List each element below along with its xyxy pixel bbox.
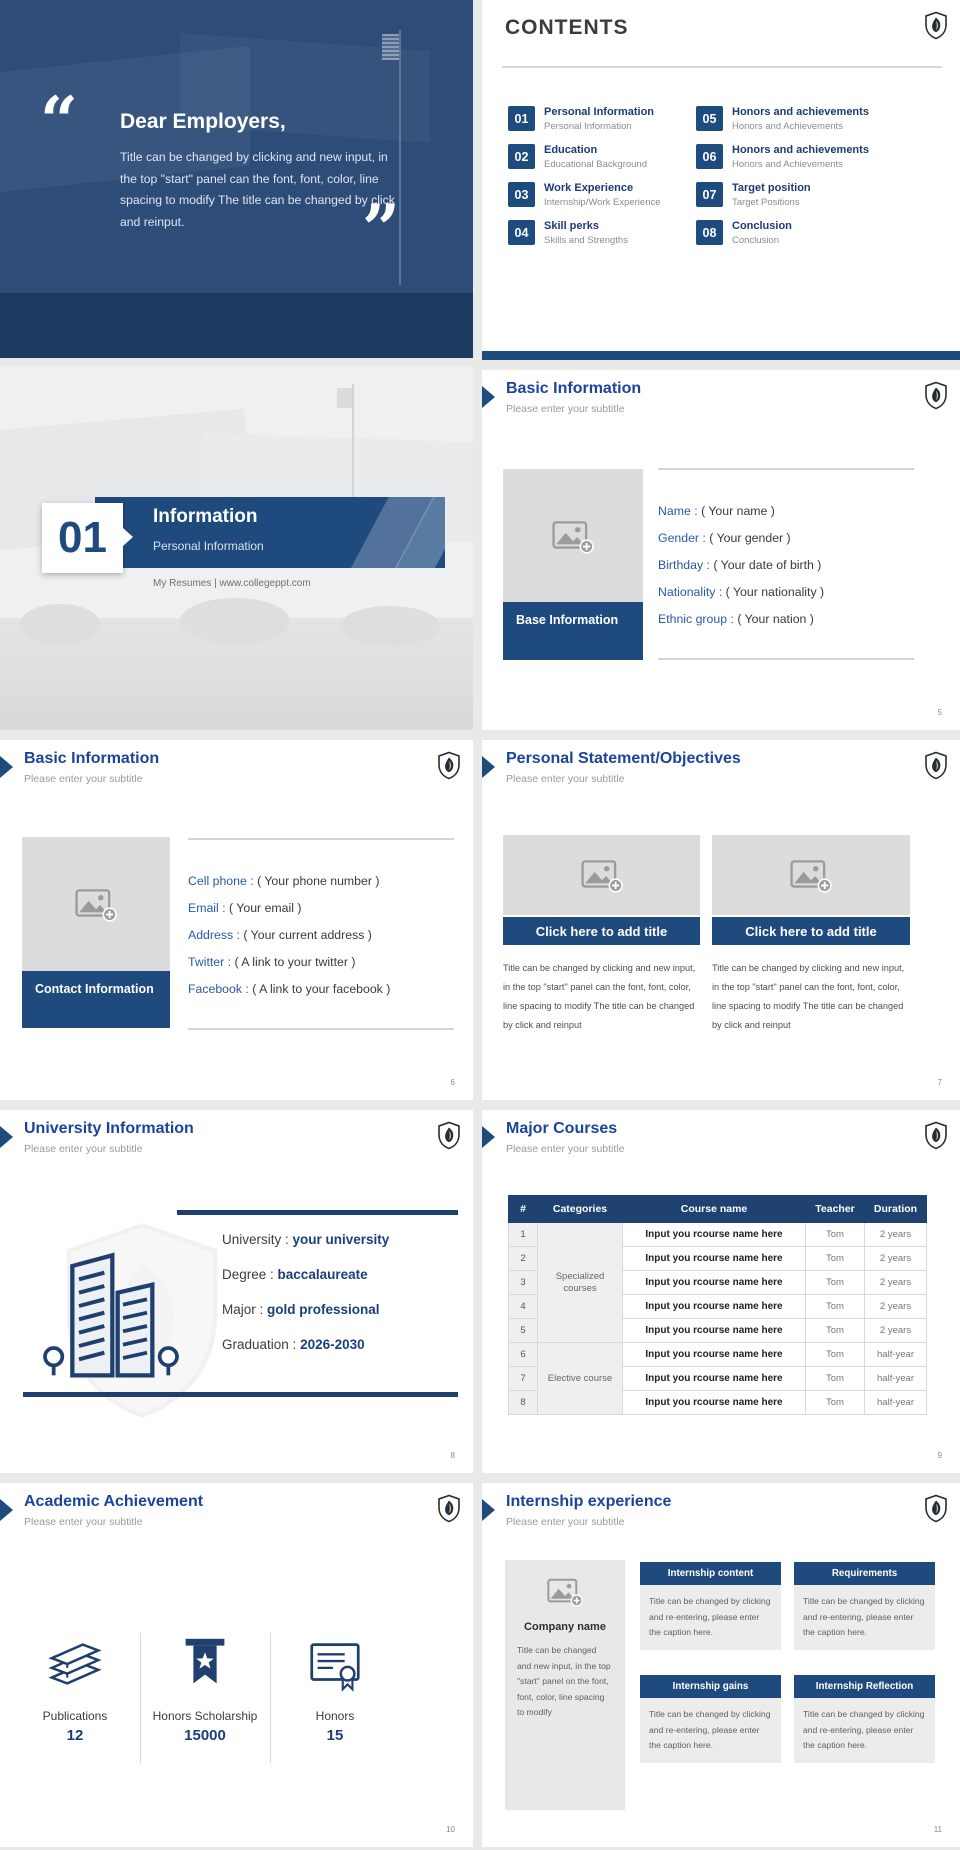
- company-panel: [505, 1560, 625, 1810]
- slide-university-information[interactable]: [0, 1110, 473, 1473]
- item-subtitle: Internship/Work Experience: [544, 196, 661, 208]
- item-subtitle: Skills and Strengths: [544, 234, 628, 246]
- accent-bar: [177, 1210, 458, 1215]
- university-detail-row: Degree : baccalaureate: [222, 1267, 368, 1282]
- section-banner: [95, 497, 445, 568]
- page-subtitle: Please enter your subtitle: [24, 1516, 143, 1528]
- page-number: 10: [446, 1825, 455, 1834]
- achievement-label: Publications: [42, 1709, 108, 1723]
- item-title: Conclusion: [732, 220, 792, 232]
- image-placeholder-icon: [547, 1576, 583, 1607]
- table-row: 4 Input you rcourse name here Tom 2 years: [509, 1295, 927, 1319]
- divider: [658, 468, 914, 470]
- cover-body-text: Title can be changed by clicking and new input, in the top "start" panel can the font, font, color, line spacing to modify The title can be changed by click and reinput.: [120, 150, 395, 229]
- slide-basic-information-contact[interactable]: [0, 740, 473, 1100]
- achievement-value: 12: [66, 1727, 84, 1744]
- close-quote-icon: ”: [362, 190, 400, 268]
- divider: [188, 1028, 454, 1030]
- contents-item-06[interactable]: [696, 144, 869, 170]
- page-number: 7: [937, 1078, 942, 1087]
- item-subtitle: Target Positions: [732, 196, 800, 208]
- slide-contents[interactable]: [482, 0, 960, 360]
- item-title: Skill perks: [544, 220, 600, 232]
- item-number-badge: 04: [508, 220, 535, 245]
- honors-certificate-icon: [304, 1633, 366, 1695]
- section-footer-text: My Resumes | www.collegeppt.com: [153, 578, 311, 589]
- section-number: 01: [58, 513, 107, 562]
- contents-item-02[interactable]: [508, 144, 647, 170]
- contents-item-03[interactable]: [508, 182, 661, 208]
- page-number: 6: [450, 1078, 455, 1087]
- brand-shield-icon: [924, 11, 948, 40]
- university-detail-row: Graduation : 2026-2030: [222, 1337, 365, 1352]
- contents-item-08[interactable]: [696, 220, 792, 246]
- page-title: Personal Statement/Objectives: [506, 750, 741, 767]
- cover-title: Dear Employers,: [120, 110, 286, 133]
- table-row: 3 Input you rcourse name here Tom 2 years: [509, 1271, 927, 1295]
- page-subtitle: Please enter your subtitle: [24, 773, 143, 785]
- slide-internship-experience[interactable]: [482, 1483, 960, 1847]
- section-title: Information: [153, 506, 258, 527]
- page-number: 11: [933, 1825, 942, 1834]
- contents-item-01[interactable]: [508, 106, 654, 132]
- item-title: Honors and achievements: [732, 144, 869, 156]
- item-number-badge: 07: [696, 182, 723, 207]
- info-field-row: Nationality : ( Your nationality ): [658, 585, 825, 599]
- info-field-row: Email : ( Your email ): [188, 901, 302, 915]
- slide-basic-information-base[interactable]: [482, 370, 960, 730]
- section-number-box: [42, 503, 123, 573]
- accent-bar: [23, 1392, 458, 1397]
- table-row: 8 Input you rcourse name here Tom half-year: [509, 1391, 927, 1415]
- university-detail-row: University : your university: [222, 1232, 390, 1247]
- info-field-row: Birthday : ( Your date of birth ): [658, 558, 822, 572]
- page-title: Basic Information: [24, 750, 160, 767]
- brand-shield-icon: [437, 1494, 461, 1523]
- brand-shield-icon: [924, 381, 948, 410]
- item-subtitle: Conclusion: [732, 234, 779, 246]
- courses-table: [508, 1195, 927, 1415]
- flag-pole: [352, 384, 354, 504]
- item-title: Target position: [732, 182, 811, 194]
- achievement-item-scholarship: [143, 1623, 267, 1744]
- table-row: 7 Input you rcourse name here Tom half-year: [509, 1367, 927, 1391]
- flag-icon: [382, 34, 399, 60]
- brand-shield-icon: [924, 1121, 948, 1150]
- achievement-value: 15000: [184, 1727, 226, 1744]
- brand-shield-icon: [437, 1121, 461, 1150]
- card-header: Internship content: [640, 1562, 781, 1585]
- brand-shield-icon: [924, 751, 948, 780]
- slide-major-courses[interactable]: [482, 1110, 960, 1473]
- page-subtitle: Please enter your subtitle: [506, 773, 625, 785]
- page-number: 9: [937, 1451, 942, 1460]
- info-field-row: Gender : ( Your gender ): [658, 531, 791, 545]
- card-header: Internship gains: [640, 1675, 781, 1698]
- info-box-label: Base Information: [503, 602, 643, 660]
- company-body-text: Title can be changed and new input, in the top "start" panel on the font, font, color, line spacing to modify: [517, 1645, 611, 1717]
- publications-books-icon: [44, 1633, 106, 1695]
- company-name: Company name: [524, 1621, 606, 1633]
- table-row: 2 Input you rcourse name here Tom 2 years: [509, 1247, 927, 1271]
- open-quote-icon: “: [40, 82, 78, 160]
- slide-academic-achievement[interactable]: [0, 1483, 473, 1847]
- page-title: Basic Information: [506, 380, 642, 397]
- achievement-label: Honors Scholarship: [152, 1709, 258, 1723]
- field-list: [188, 874, 390, 1009]
- statement-card: [503, 835, 700, 1035]
- table-row: 5 Input you rcourse name here Tom 2 years: [509, 1319, 927, 1343]
- achievement-label: Honors: [315, 1709, 355, 1723]
- flag-icon: [337, 388, 352, 408]
- photo-placeholder[interactable]: [712, 835, 910, 915]
- field-list: [658, 504, 824, 639]
- photo-tree-blob: [20, 604, 100, 644]
- contents-title: CONTENTS: [505, 16, 629, 39]
- cover-footer-band: [0, 293, 473, 358]
- page-number: 5: [937, 708, 942, 717]
- item-number-badge: 06: [696, 144, 723, 169]
- contents-item-07[interactable]: [696, 182, 811, 208]
- header-triangle-icon: [0, 1126, 13, 1148]
- item-subtitle: Personal Information: [544, 120, 632, 132]
- internship-card-reflection: [794, 1675, 935, 1763]
- vertical-divider: [140, 1633, 141, 1763]
- card-body-text: Title can be changed by clicking and re-entering, please enter the caption here.: [794, 1698, 935, 1763]
- item-subtitle: Honors and Achievements: [732, 158, 843, 170]
- page-subtitle: Please enter your subtitle: [24, 1143, 143, 1155]
- scholarship-medal-icon: [174, 1633, 236, 1695]
- info-field-row: Address : ( Your current address ): [188, 928, 372, 942]
- header-triangle-icon: [482, 1499, 495, 1521]
- university-detail-list: [222, 1232, 389, 1372]
- internship-card-requirements: [794, 1562, 935, 1650]
- photo-tree-blob: [340, 606, 440, 646]
- statement-body-text: Title can be changed by clicking and new input, in the top "start" panel can the font, font, color, line spacing to modify The title can be changed by click and reinput: [712, 963, 905, 1030]
- image-placeholder-icon: [790, 857, 832, 893]
- slide-personal-statement[interactable]: [482, 740, 960, 1100]
- achievement-item-honors: [273, 1623, 397, 1744]
- category-cell: Elective course: [538, 1343, 623, 1415]
- header-triangle-icon: [0, 756, 13, 778]
- item-title: Education: [544, 144, 598, 156]
- item-subtitle: Educational Background: [544, 158, 647, 170]
- divider: [658, 658, 914, 660]
- page-title: Academic Achievement: [24, 1493, 204, 1510]
- university-building-icon: [35, 1242, 195, 1394]
- info-field-row: Facebook : ( A link to your facebook ): [188, 982, 391, 996]
- header-triangle-icon: [0, 1499, 13, 1521]
- item-number-badge: 08: [696, 220, 723, 245]
- photo-tree-blob: [180, 598, 290, 644]
- brand-shield-icon: [924, 1494, 948, 1523]
- brand-shield-icon: [437, 751, 461, 780]
- item-title: Honors and achievements: [732, 106, 869, 118]
- add-title-button[interactable]: Click here to add title: [712, 917, 910, 945]
- image-placeholder-icon: [552, 518, 594, 554]
- item-number-badge: 05: [696, 106, 723, 131]
- photo-placeholder[interactable]: [503, 469, 643, 602]
- info-field-row: Ethnic group : ( Your nation ): [658, 612, 814, 626]
- page-subtitle: Please enter your subtitle: [506, 1516, 625, 1528]
- image-placeholder-icon: [581, 857, 623, 893]
- info-field-row: Twitter : ( A link to your twitter ): [188, 955, 356, 969]
- header-triangle-icon: [482, 386, 495, 408]
- page-subtitle: Please enter your subtitle: [506, 1143, 625, 1155]
- photo-placeholder[interactable]: [503, 835, 700, 915]
- item-subtitle: Honors and Achievements: [732, 120, 843, 132]
- photo-placeholder[interactable]: [22, 837, 170, 971]
- section-subtitle: Personal Information: [153, 539, 264, 553]
- item-number-badge: 02: [508, 144, 535, 169]
- item-title: Work Experience: [544, 182, 634, 194]
- info-field-row: Cell phone : ( Your phone number ): [188, 874, 380, 888]
- page-title: Internship experience: [506, 1493, 672, 1510]
- category-cell: Specialized courses: [538, 1223, 623, 1343]
- contents-item-04[interactable]: [508, 220, 628, 246]
- item-number-badge: 01: [508, 106, 535, 131]
- achievement-value: 15: [326, 1727, 344, 1744]
- vertical-divider: [270, 1633, 271, 1763]
- table-row: 1 Specialized courses Input you rcourse name here Tom 2 years: [509, 1223, 927, 1247]
- item-title: Personal Information: [544, 106, 655, 118]
- statement-body-text: Title can be changed by clicking and new input, in the top "start" panel can the font, font, color, line spacing to modify The title can be changed by click and reinput: [503, 963, 696, 1030]
- slide-cover[interactable]: [0, 0, 473, 358]
- info-field-row: Name : ( Your name ): [658, 504, 775, 518]
- achievement-item-publications: [13, 1623, 137, 1744]
- add-title-button[interactable]: Click here to add title: [503, 917, 700, 945]
- page-title: Major Courses: [506, 1120, 618, 1137]
- page-subtitle: Please enter your subtitle: [506, 403, 625, 415]
- card-body-text: Title can be changed by clicking and re-entering, please enter the caption here.: [640, 1698, 781, 1763]
- card-body-text: Title can be changed by clicking and re-entering, please enter the caption here.: [794, 1585, 935, 1650]
- internship-card-content: [640, 1562, 781, 1650]
- header-triangle-icon: [482, 756, 495, 778]
- image-placeholder-icon: [75, 886, 117, 922]
- university-detail-row: Major : gold professional: [222, 1302, 380, 1317]
- slide-section-01[interactable]: [0, 366, 473, 730]
- info-box-label: Contact Information: [22, 971, 170, 1028]
- contents-item-05[interactable]: [696, 106, 869, 132]
- page-number: 8: [450, 1451, 455, 1460]
- item-number-badge: 03: [508, 182, 535, 207]
- pointer-triangle: [123, 528, 133, 546]
- internship-card-gains: [640, 1675, 781, 1763]
- table-row: 6 Elective course Input you rcourse name here Tom half-year: [509, 1343, 927, 1367]
- card-body-text: Title can be changed by clicking and re-entering, please enter the caption here.: [640, 1585, 781, 1650]
- footer-accent-bar: [482, 351, 960, 360]
- divider: [188, 838, 454, 840]
- divider: [502, 66, 942, 68]
- header-triangle-icon: [482, 1126, 495, 1148]
- page-title: University Information: [24, 1120, 194, 1137]
- card-header: Requirements: [794, 1562, 935, 1585]
- table-header-row: # Categories Course name Teacher Duration: [509, 1196, 927, 1223]
- statement-card: [712, 835, 910, 1035]
- card-header: Internship Reflection: [794, 1675, 935, 1698]
